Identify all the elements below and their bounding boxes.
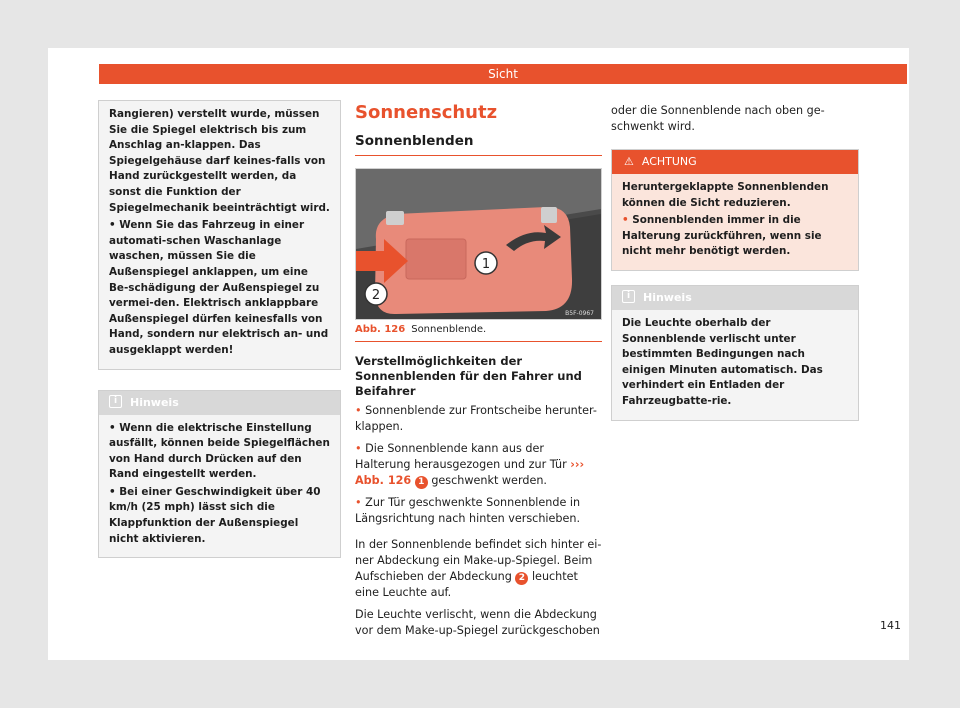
chapter-header: Sicht [99, 64, 907, 84]
achtung-header [612, 150, 858, 174]
section-subtitle: Sonnenblenden [355, 133, 602, 156]
page-number: 141 [880, 619, 901, 632]
figure-sun-visor [355, 168, 602, 320]
hinweis-header [99, 391, 340, 415]
figure-caption-text: Sonnenblende. [411, 324, 487, 335]
subsection-heading: Verstellmöglichkeiten der Sonnenblenden für den Fahrer und Beifahrer [355, 354, 582, 398]
warning-continued-box [98, 100, 341, 370]
achtung-title: ACHTUNG [641, 155, 697, 168]
warning-triangle-icon: ⚠ [624, 155, 634, 168]
callout-2-icon: 2 [515, 572, 528, 585]
warning-bullet: • Wenn Sie das Fahrzeug in einer automati-schen Waschanlage waschen, müssen Sie die Außenspiegel anklappen, um eine Be-schädigung der Außenspiegel zu vermei-den. Elektrisch anklappbare Außenspiegel dürfen keinesfalls von Hand, sondern nur elektrisch an- und ausgeklappt werden! [109, 219, 329, 356]
hinweis-bullet: • Wenn die elektrische Einstellung ausfällt, können beide Spiegelflächen von Hand durch Drücken auf den Rand eingestellt werden. [109, 421, 330, 481]
hinweis-title: Hinweis [130, 395, 179, 409]
warning-continued-text: Rangieren) verstellt wurde, müssen Sie die Spiegel elektrisch bis zum Anschlag an-klappen. Das Spiegelgehäuse darf keines-falls von Hand zurückgestellt werden, da sonst die Funktion der Spiegelmechanik beeinträchtigt wird. [109, 108, 330, 214]
callout-1-icon: 1 [415, 476, 428, 489]
column-middle [355, 96, 602, 645]
figure-code: B5F-0967 [565, 310, 594, 317]
section-title: Sonnenschutz [355, 102, 498, 123]
body-text [355, 403, 602, 639]
hinweis-title: Hinweis [643, 290, 692, 304]
bullet-item: • Sonnenblende zur Frontscheibe herunter-klappen. [355, 404, 597, 433]
achtung-text: Heruntergeklappte Sonnenblenden können die Sicht reduzieren. [622, 181, 829, 209]
info-icon: i [622, 290, 635, 303]
hinweis-bullet: • Bei einer Geschwindigkeit über 40 km/h (25 mph) lässt sich die Klappfunktion der Außenspiegel nicht aktivieren. [109, 485, 321, 545]
column-left [98, 100, 341, 558]
column-right [611, 103, 859, 421]
sun-visor-illustration [356, 169, 601, 319]
cross-reference-link[interactable]: ››› Abb. 126 [355, 458, 585, 487]
hinweis-header [612, 286, 858, 310]
bullet-item: • Zur Tür geschwenkte Sonnenblende in Längsrichtung nach hinten verschieben. [355, 496, 581, 525]
paragraph: Die Leuchte verlischt, wenn die Abdeckung vor dem Make-up-Spiegel zurückgeschoben [355, 608, 600, 637]
figure-rule [355, 341, 602, 342]
intro-text: oder die Sonnenblende nach oben ge-schwenkt wird. [611, 104, 825, 133]
info-icon: i [109, 395, 122, 408]
bullet-item: • Die Sonnenblende kann aus der Halterung herausgezogen und zur Tür ››› Abb. 126 1 geschwenkt werden. [355, 442, 585, 487]
hinweis-box [98, 390, 341, 559]
figure-label: Abb. 126 [355, 324, 406, 335]
paragraph: In der Sonnenblende befindet sich hinter ei-ner Abdeckung ein Make-up-Spiegel. Beim Aufschieben der Abdeckung 2 leuchtet eine Leuchte auf. [355, 538, 602, 599]
achtung-box [611, 149, 859, 271]
hinweis-box-right [611, 285, 859, 421]
figure-marker-2: 2 [371, 288, 381, 303]
achtung-body [612, 174, 858, 270]
hinweis-body [612, 310, 858, 420]
achtung-bullet: • Sonnenblenden immer in die Halterung zurückführen, wenn sie nicht mehr benötigt werden. [622, 214, 822, 258]
figure-marker-1: 1 [481, 257, 491, 272]
hinweis-text: Die Leuchte oberhalb der Sonnenblende verlischt unter bestimmten Bedingungen nach einigen Minuten automatisch. Das verhindert ein Entladen der Fahrzeugbatte-rie. [622, 316, 823, 407]
hinweis-body [99, 415, 340, 558]
figure-caption [355, 324, 602, 335]
